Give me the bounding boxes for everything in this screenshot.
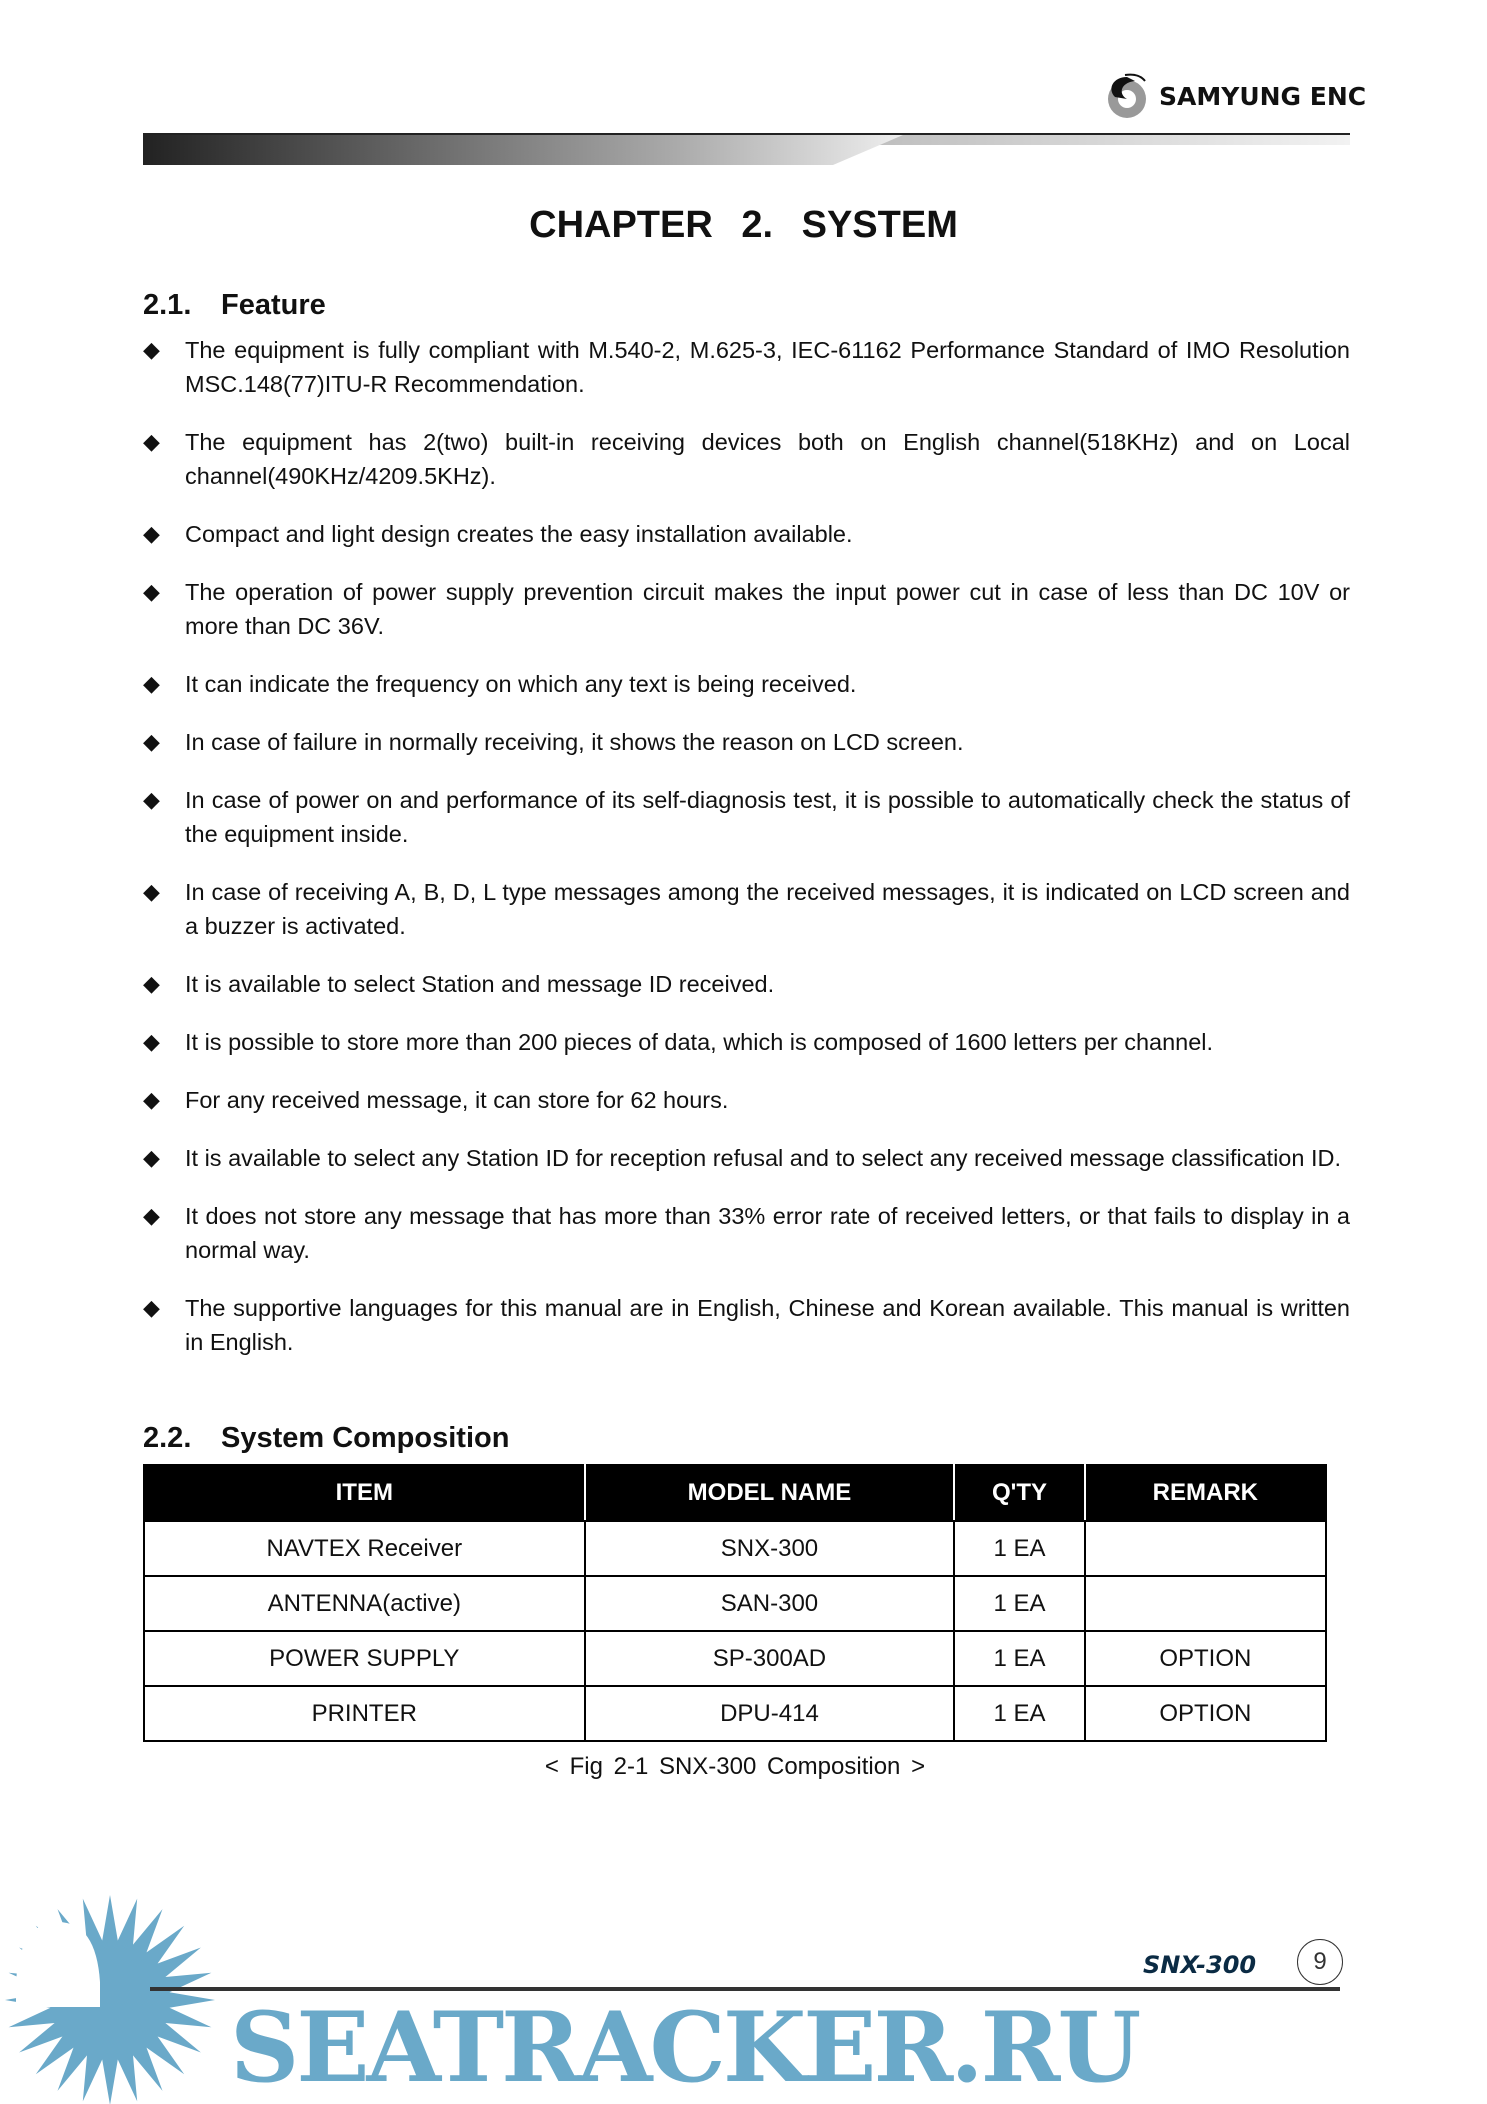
bullet-text: In case of receiving A, B, D, L type messages among the received messages, it is indicated on LCD screen and a buzzer is activated. [185, 879, 1350, 939]
diamond-bullet-icon: ◆ [143, 729, 160, 754]
feature-bullet [143, 575, 1350, 643]
diamond-bullet-icon: ◆ [143, 429, 160, 454]
column-header: ITEM [144, 1465, 585, 1521]
bullet-text: In case of failure in normally receiving, it shows the reason on LCD screen. [185, 729, 964, 755]
diamond-bullet-icon: ◆ [143, 1145, 160, 1170]
section-heading-feature: 2.1. Feature [143, 289, 326, 321]
diamond-bullet-icon: ◆ [143, 879, 160, 904]
bullet-text: It is available to select Station and message ID received. [185, 971, 775, 997]
bullet-text: Compact and light design creates the easy installation available. [185, 521, 853, 547]
diamond-bullet-icon: ◆ [143, 1203, 160, 1228]
table-cell: POWER SUPPLY [144, 1631, 585, 1686]
table-cell: 1 EA [954, 1521, 1084, 1576]
diamond-bullet-icon: ◆ [143, 521, 160, 546]
feature-bullet [143, 1025, 1350, 1059]
feature-bullet [143, 667, 1350, 701]
table-cell: SAN-300 [585, 1576, 955, 1631]
table-row [144, 1576, 1326, 1631]
table-row [144, 1686, 1326, 1741]
table-cell [1085, 1576, 1326, 1631]
samyung-logo-icon [1105, 71, 1151, 121]
table-cell: 1 EA [954, 1576, 1084, 1631]
table-cell: OPTION [1085, 1631, 1326, 1686]
feature-bullet [143, 425, 1350, 493]
feature-bullet [143, 1291, 1350, 1359]
table-cell: PRINTER [144, 1686, 585, 1741]
diamond-bullet-icon: ◆ [143, 579, 160, 604]
section-heading-composition: 2.2. System Composition [143, 1422, 510, 1454]
bullet-text: It can indicate the frequency on which any text is being received. [185, 671, 857, 697]
table-row [144, 1631, 1326, 1686]
feature-bullet [143, 1199, 1350, 1267]
diamond-bullet-icon: ◆ [143, 787, 160, 812]
table-cell: SP-300AD [585, 1631, 955, 1686]
feature-bullet [143, 783, 1350, 851]
feature-list [143, 333, 1350, 1359]
table-cell: NAVTEX Receiver [144, 1521, 585, 1576]
composition-table [143, 1464, 1327, 1742]
bullet-text: The equipment is fully compliant with M.540-2, M.625-3, IEC-61162 Performance Standard of IMO Resolution MSC.148(77)ITU-R Recommendation. [185, 337, 1350, 397]
diamond-bullet-icon: ◆ [143, 1087, 160, 1112]
header-bar [143, 133, 1350, 165]
table-cell: SNX-300 [585, 1521, 955, 1576]
feature-bullet [143, 1083, 1350, 1117]
table-cell: DPU-414 [585, 1686, 955, 1741]
brand-name: SAMYUNG ENC [1159, 81, 1367, 111]
main-content [143, 287, 1350, 1782]
table-row [144, 1521, 1326, 1576]
bullet-text: It is possible to store more than 200 pieces of data, which is composed of 1600 letters per channel. [185, 1029, 1214, 1055]
bullet-text: The supportive languages for this manual are in English, Chinese and Korean available. This manual is written in English. [185, 1295, 1350, 1355]
chapter-title: CHAPTER 2. SYSTEM [529, 204, 958, 246]
diamond-bullet-icon: ◆ [143, 1295, 160, 1320]
bullet-text: The operation of power supply prevention circuit makes the input power cut in case of less than DC 10V or more than DC 36V. [185, 579, 1350, 639]
table-cell: 1 EA [954, 1631, 1084, 1686]
bullet-text: It is available to select any Station ID for reception refusal and to select any received message classification ID. [185, 1145, 1341, 1171]
feature-bullet [143, 1141, 1350, 1175]
feature-bullet [143, 967, 1350, 1001]
table-cell [1085, 1521, 1326, 1576]
diamond-bullet-icon: ◆ [143, 971, 160, 996]
bullet-text: In case of power on and performance of its self-diagnosis test, it is possible to automatically check the status of the equipment inside. [185, 787, 1350, 847]
sun-watermark-icon [0, 1895, 225, 2104]
feature-bullet [143, 333, 1350, 401]
feature-bullet [143, 725, 1350, 759]
column-header: MODEL NAME [585, 1465, 955, 1521]
bullet-text: It does not store any message that has more than 33% error rate of received letters, or that fails to display in a normal way. [185, 1203, 1350, 1263]
watermark: SEATRACKER.RU [230, 1991, 1139, 2104]
page-number: 9 [1297, 1939, 1343, 1985]
column-header: Q'TY [954, 1465, 1084, 1521]
table-cell: 1 EA [954, 1686, 1084, 1741]
diamond-bullet-icon: ◆ [143, 671, 160, 696]
diamond-bullet-icon: ◆ [143, 1029, 160, 1054]
table-cell: ANTENNA(active) [144, 1576, 585, 1631]
bullet-text: The equipment has 2(two) built-in receiving devices both on English channel(518KHz) and on Local channel(490KHz/4209.5KHz). [185, 429, 1350, 489]
diamond-bullet-icon: ◆ [143, 337, 160, 362]
figure-caption: < Fig 2-1 SNX-300 Composition > [544, 1753, 926, 1780]
column-header: REMARK [1085, 1465, 1326, 1521]
footer-model: SNX-300 [1143, 1951, 1257, 1979]
bullet-text: For any received message, it can store for 62 hours. [185, 1087, 729, 1113]
table-cell: OPTION [1085, 1686, 1326, 1741]
feature-bullet [143, 875, 1350, 943]
company-logo [1105, 68, 1366, 124]
feature-bullet [143, 517, 1350, 551]
